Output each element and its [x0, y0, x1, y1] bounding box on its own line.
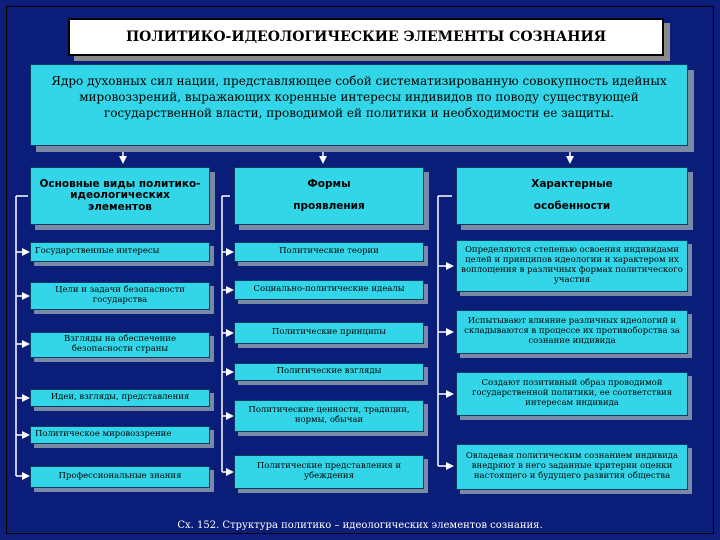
- form-item: Политические принципы: [234, 322, 424, 344]
- forms-header-bottom: проявления: [293, 200, 365, 213]
- core-definition-box: Ядро духовных сил нации, представляющее собой систематизированную совокупность идейных мировоззрений, выражающих коренные интересы индивидов по поводу существующей государственной власти, проводимой ей политики и необходимости ее защиты.: [30, 64, 688, 146]
- feature-item: Овладевая политическим сознанием индивида внедряют в него заданные критерии оценки настоящего и будущего развития общества: [456, 444, 688, 490]
- form-item: Политические теории: [234, 242, 424, 262]
- type-item: Цели и задачи безопасности государства: [30, 282, 210, 310]
- form-item: Политические ценности, традиции, нормы, обычаи: [234, 400, 424, 432]
- diagram-title: ПОЛИТИКО-ИДЕОЛОГИЧЕСКИЕ ЭЛЕМЕНТЫ СОЗНАНИЯ: [68, 18, 664, 56]
- figure-caption: Сх. 152. Структура политико – идеологических элементов сознания.: [177, 520, 543, 531]
- form-item: Социально-политические идеалы: [234, 280, 424, 300]
- forms-header: [234, 167, 424, 225]
- types-header: Основные виды политико-идеологических элементов: [30, 167, 210, 225]
- forms-header-top: Формы: [307, 178, 351, 191]
- features-header: [456, 167, 688, 225]
- type-item: Взгляды на обеспечение безопасности страны: [30, 332, 210, 358]
- form-item: Политические взгляды: [234, 363, 424, 381]
- form-item: Политические представления и убеждения: [234, 455, 424, 489]
- feature-item: Создают позитивный образ проводимой государственной политики, ее соответствия интересам индивида: [456, 372, 688, 416]
- type-item: Государственные интересы: [30, 242, 210, 262]
- feature-item: Испытывают влияние различных идеологий и складываются в процессе их противоборства за сознание индивида: [456, 310, 688, 354]
- features-header-top: Характерные: [531, 178, 613, 191]
- type-item: Политическое мировоззрение: [30, 426, 210, 444]
- features-header-bottom: особенности: [533, 200, 611, 213]
- feature-item: Определяются степенью освоения индивидами целей и принципов идеологии и характером их воплощения в различных формах политического участия: [456, 240, 688, 292]
- type-item: Профессиональные знания: [30, 466, 210, 488]
- type-item: Идеи, взгляды, представления: [30, 389, 210, 407]
